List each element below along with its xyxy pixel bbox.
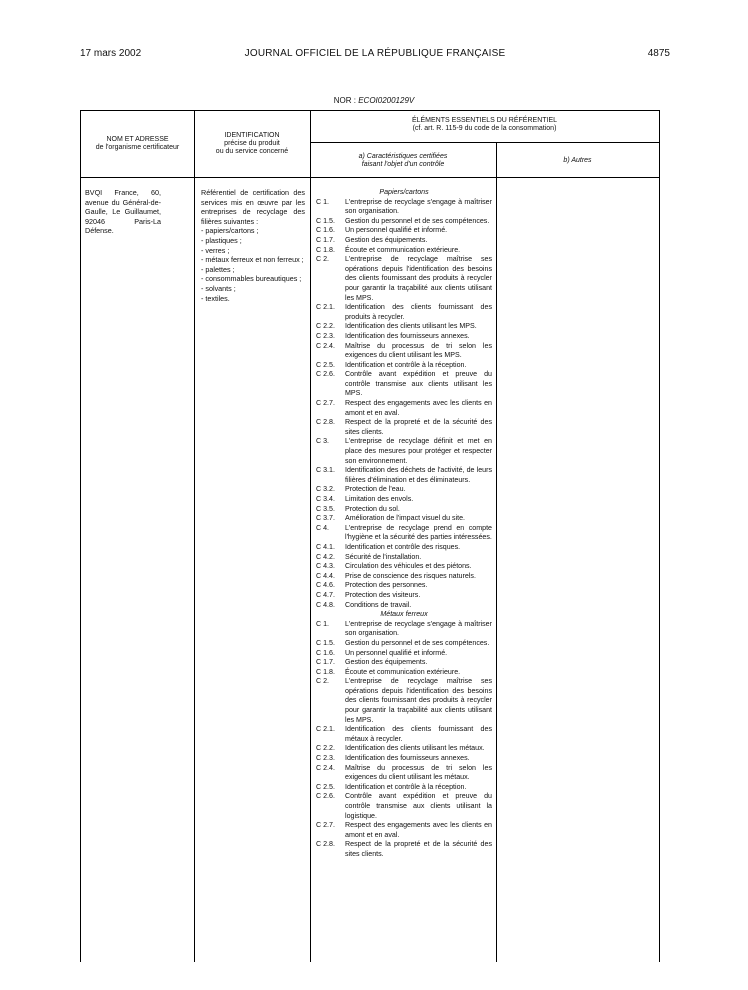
criterion-item	[316, 764, 492, 783]
criterion-text: Maîtrise du processus de tri selon les exigences du client utilisant les MPS.	[345, 341, 492, 360]
filiere-item: - plastiques ;	[201, 235, 242, 245]
criterion-item	[316, 399, 492, 418]
criterion-text: L'entreprise de recyclage définit et met en place des mesures pour protéger et respecter son environnement.	[345, 437, 492, 465]
criteria-column	[316, 188, 492, 860]
criterion-text: Identification des déchets de l'activité, de leurs filières d'élimination et des éliminateurs.	[345, 466, 492, 484]
criterion-text: Écoute et communication extérieure.	[345, 667, 461, 676]
criterion-item	[316, 581, 492, 591]
criterion-text: Identification des clients utilisant les métaux.	[345, 744, 485, 753]
criterion-item	[316, 744, 492, 754]
col2-header: IDENTIFICATION précise du produit ou du service concerné	[215, 132, 289, 155]
journal-title: JOURNAL OFFICIEL DE LA RÉPUBLIQUE FRANÇAISE	[244, 48, 506, 59]
criterion-code: C 4.1.	[316, 542, 335, 551]
organism-address: BVQI France, 60, avenue du Général-de-Gaulle, Le Guillaumet, 92046 Paris-La Défense.	[85, 188, 161, 236]
criterion-code: C 2.6.	[316, 370, 335, 379]
criterion-code: C 2.5.	[316, 782, 335, 791]
criterion-item	[316, 668, 492, 678]
criterion-text: Identification des clients utilisant les MPS.	[345, 322, 477, 331]
criterion-code: C 3.2.	[316, 485, 335, 494]
col-divider	[194, 111, 195, 962]
criterion-code: C 4.	[316, 523, 330, 532]
section-title: Papiers/cartons	[379, 188, 429, 196]
filiere-item: - papiers/cartons ;	[201, 226, 259, 236]
criterion-text: Sécurité de l'installation.	[345, 552, 422, 561]
criterion-item	[316, 246, 492, 256]
criterion-code: C 2.1.	[316, 303, 335, 312]
criterion-text: Gestion du personnel et de ses compétences.	[345, 216, 490, 225]
criterion-code: C 2.2.	[316, 744, 335, 753]
criterion-code: C 2.6.	[316, 792, 335, 801]
criterion-text: L'entreprise de recyclage maîtrise ses opérations depuis l'identification des besoins des clients fournissant des produits à recycler pour garantir la traçabilité aux clients utilisant les MPS.	[345, 677, 492, 724]
criterion-text: Identification des fournisseurs annexes.	[345, 754, 470, 763]
criterion-code: C 2.8.	[316, 418, 335, 427]
filiere-item: - verres ;	[201, 245, 230, 255]
criterion-text: Un personnel qualifié et informé.	[345, 648, 448, 657]
criterion-text: L'entreprise de recyclage prend en compte l'hygiène et la sécurité des parties intéressées.	[345, 523, 492, 542]
criterion-code: C 1.5.	[316, 216, 335, 225]
criterion-text: Conditions de travail.	[345, 600, 412, 609]
criterion-item	[316, 677, 492, 725]
criterion-text: Protection du sol.	[345, 504, 400, 513]
criterion-item	[316, 524, 492, 543]
criterion-code: C 3.5.	[316, 504, 335, 513]
identification-cell	[201, 188, 305, 303]
criterion-code: C 2.4.	[316, 341, 335, 350]
criterion-item	[316, 514, 492, 524]
criterion-text: Identification et contrôle à la réception.	[345, 782, 467, 791]
criterion-text: Gestion du personnel et de ses compétences.	[345, 638, 490, 647]
criterion-item	[316, 725, 492, 744]
criterion-item	[316, 437, 492, 466]
criterion-code: C 2.1.	[316, 725, 335, 734]
criterion-text: Contrôle avant expédition et preuve du contrôle transmise aux clients utilisant la logistique.	[345, 792, 492, 820]
criterion-item	[316, 840, 492, 859]
criterion-text: Respect de la propreté et de la sécurité des sites clients.	[345, 418, 492, 436]
criterion-item	[316, 361, 492, 371]
criterion-code: C 1.7.	[316, 235, 335, 244]
criterion-code: C 2.3.	[316, 754, 335, 763]
criterion-code: C 1.	[316, 197, 330, 206]
criterion-item	[316, 505, 492, 515]
filiere-item: - palettes ;	[201, 264, 235, 274]
nor-reference	[0, 96, 748, 105]
criterion-item	[316, 543, 492, 553]
criterion-item	[316, 255, 492, 303]
criterion-code: C 3.1.	[316, 466, 335, 475]
col-divider	[496, 142, 497, 962]
criterion-code: C 1.8.	[316, 245, 335, 254]
criterion-code: C 2.5.	[316, 360, 335, 369]
criterion-item	[316, 562, 492, 572]
criterion-item	[316, 601, 492, 611]
criterion-text: Prise de conscience des risques naturels.	[345, 571, 476, 580]
criterion-item	[316, 303, 492, 322]
col3-header: ÉLÉMENTS ESSENTIELS DU RÉFÉRENTIEL (cf. art. R. 115-9 du code de la consommation)	[411, 117, 558, 132]
criterion-code: C 4.7.	[316, 590, 335, 599]
criterion-text: Identification des clients fournissant des métaux à recycler.	[345, 725, 492, 743]
row-divider	[81, 177, 659, 178]
criterion-text: Limitation des envols.	[345, 495, 414, 503]
criterion-item	[316, 783, 492, 793]
criterion-text: Maîtrise du processus de tri selon les exigences du client utilisant les métaux.	[345, 763, 492, 782]
criterion-code: C 2.7.	[316, 399, 335, 408]
filiere-item: - solvants ;	[201, 283, 236, 293]
criterion-item	[316, 226, 492, 236]
criterion-item	[316, 553, 492, 563]
criterion-text: L'entreprise de recyclage s'engage à maîtriser son organisation.	[345, 619, 492, 638]
criterion-item	[316, 649, 492, 659]
criterion-text: Contrôle avant expédition et preuve du contrôle transmise aux clients utilisant les MPS.	[345, 370, 492, 398]
criterion-text: Identification des clients fournissant des produits à recycler.	[345, 303, 492, 321]
criterion-text: Un personnel qualifié et informé.	[345, 226, 448, 235]
criterion-item	[316, 236, 492, 246]
criterion-code: C 2.4.	[316, 763, 335, 772]
criterion-code: C 3.4.	[316, 495, 335, 503]
criterion-code: C 2.	[316, 255, 330, 264]
criterion-item	[316, 466, 492, 485]
criterion-code: C 1.8.	[316, 667, 335, 676]
criterion-text: Identification des fournisseurs annexes.	[345, 331, 470, 340]
criterion-code: C 2.2.	[316, 322, 335, 331]
criterion-text: Circulation des véhicules et des piétons.	[345, 562, 472, 571]
criterion-item	[316, 754, 492, 764]
section-title: Métaux ferreux	[380, 610, 428, 619]
criterion-item	[316, 821, 492, 840]
criterion-item	[316, 198, 492, 217]
criterion-text: Respect des engagements avec les clients en amont et en aval.	[345, 821, 492, 839]
criterion-item	[316, 792, 492, 821]
criterion-item	[316, 620, 492, 639]
criterion-code: C 4.3.	[316, 562, 335, 571]
col3b-header: b) Autres	[563, 157, 592, 164]
criterion-code: C 4.2.	[316, 552, 335, 561]
criterion-text: Identification et contrôle des risques.	[345, 542, 461, 551]
criterion-text: Gestion des équipements.	[345, 658, 428, 667]
page-header	[80, 48, 670, 62]
criterion-code: C 1.	[316, 619, 330, 628]
criterion-text: L'entreprise de recyclage s'engage à maîtriser son organisation.	[345, 197, 492, 216]
criterion-text: Gestion des équipements.	[345, 235, 428, 244]
criterion-item	[316, 370, 492, 399]
criterion-code: C 1.6.	[316, 226, 335, 235]
criterion-item	[316, 217, 492, 227]
criterion-code: C 3.	[316, 437, 330, 446]
criterion-item	[316, 658, 492, 668]
criterion-code: C 2.7.	[316, 821, 335, 830]
criterion-text: Respect des engagements avec les clients en amont et en aval.	[345, 399, 492, 417]
page-number: 4875	[647, 48, 670, 59]
criterion-item	[316, 572, 492, 582]
criterion-code: C 4.4.	[316, 571, 335, 580]
filiere-item: - consommables bureautiques ;	[201, 274, 302, 284]
criterion-text: Amélioration de l'impact visuel du site.	[345, 514, 466, 523]
criterion-item	[316, 418, 492, 437]
identification-intro: Référentiel de certification des services mis en œuvre par les entreprises de recyclage des filières suivantes :	[201, 188, 305, 226]
criterion-text: Protection de l'eau.	[345, 485, 406, 494]
criterion-code: C 4.6.	[316, 581, 335, 590]
row-divider	[310, 142, 659, 143]
criterion-code: C 1.7.	[316, 658, 335, 667]
col-divider	[310, 111, 311, 962]
criterion-text: Protection des visiteurs.	[345, 590, 421, 599]
criterion-code: C 3.7.	[316, 514, 335, 523]
referentiel-table	[80, 110, 660, 962]
criterion-item	[316, 591, 492, 601]
criterion-item	[316, 322, 492, 332]
col1-header: NOM ET ADRESSE de l'organisme certificateur	[95, 136, 180, 151]
criterion-text: Respect de la propreté et de la sécurité des sites clients.	[345, 840, 492, 858]
filiere-item: - textiles.	[201, 293, 230, 303]
criterion-code: C 2.3.	[316, 331, 335, 340]
filieres-list	[201, 226, 305, 303]
criterion-text: Écoute et communication extérieure.	[345, 245, 461, 254]
criterion-item	[316, 332, 492, 342]
criterion-code: C 1.5.	[316, 638, 335, 647]
criterion-item	[316, 485, 492, 495]
criterion-code: C 4.8.	[316, 600, 335, 609]
filiere-item: - métaux ferreux et non ferreux ;	[201, 255, 304, 265]
criterion-item	[316, 639, 492, 649]
criterion-code: C 1.6.	[316, 648, 335, 657]
col3a-header: a) Caractéristiques certifiées faisant l'objet d'un contrôle	[358, 153, 448, 168]
criterion-text: L'entreprise de recyclage maîtrise ses opérations depuis l'identification des besoins des clients fournissant des produits à recycler pour garantir la traçabilité aux clients utilisant les MPS.	[345, 255, 492, 302]
header-date: 17 mars 2002	[80, 48, 142, 59]
criterion-text: Identification et contrôle à la réception.	[345, 360, 467, 369]
nor-code: ECOI0200129V	[358, 96, 415, 105]
criterion-code: C 2.	[316, 677, 330, 686]
nor-label: NOR :	[333, 96, 356, 105]
criterion-code: C 2.8.	[316, 840, 335, 849]
criterion-item	[316, 342, 492, 361]
criterion-text: Protection des personnes.	[345, 581, 428, 590]
criterion-item	[316, 495, 492, 505]
